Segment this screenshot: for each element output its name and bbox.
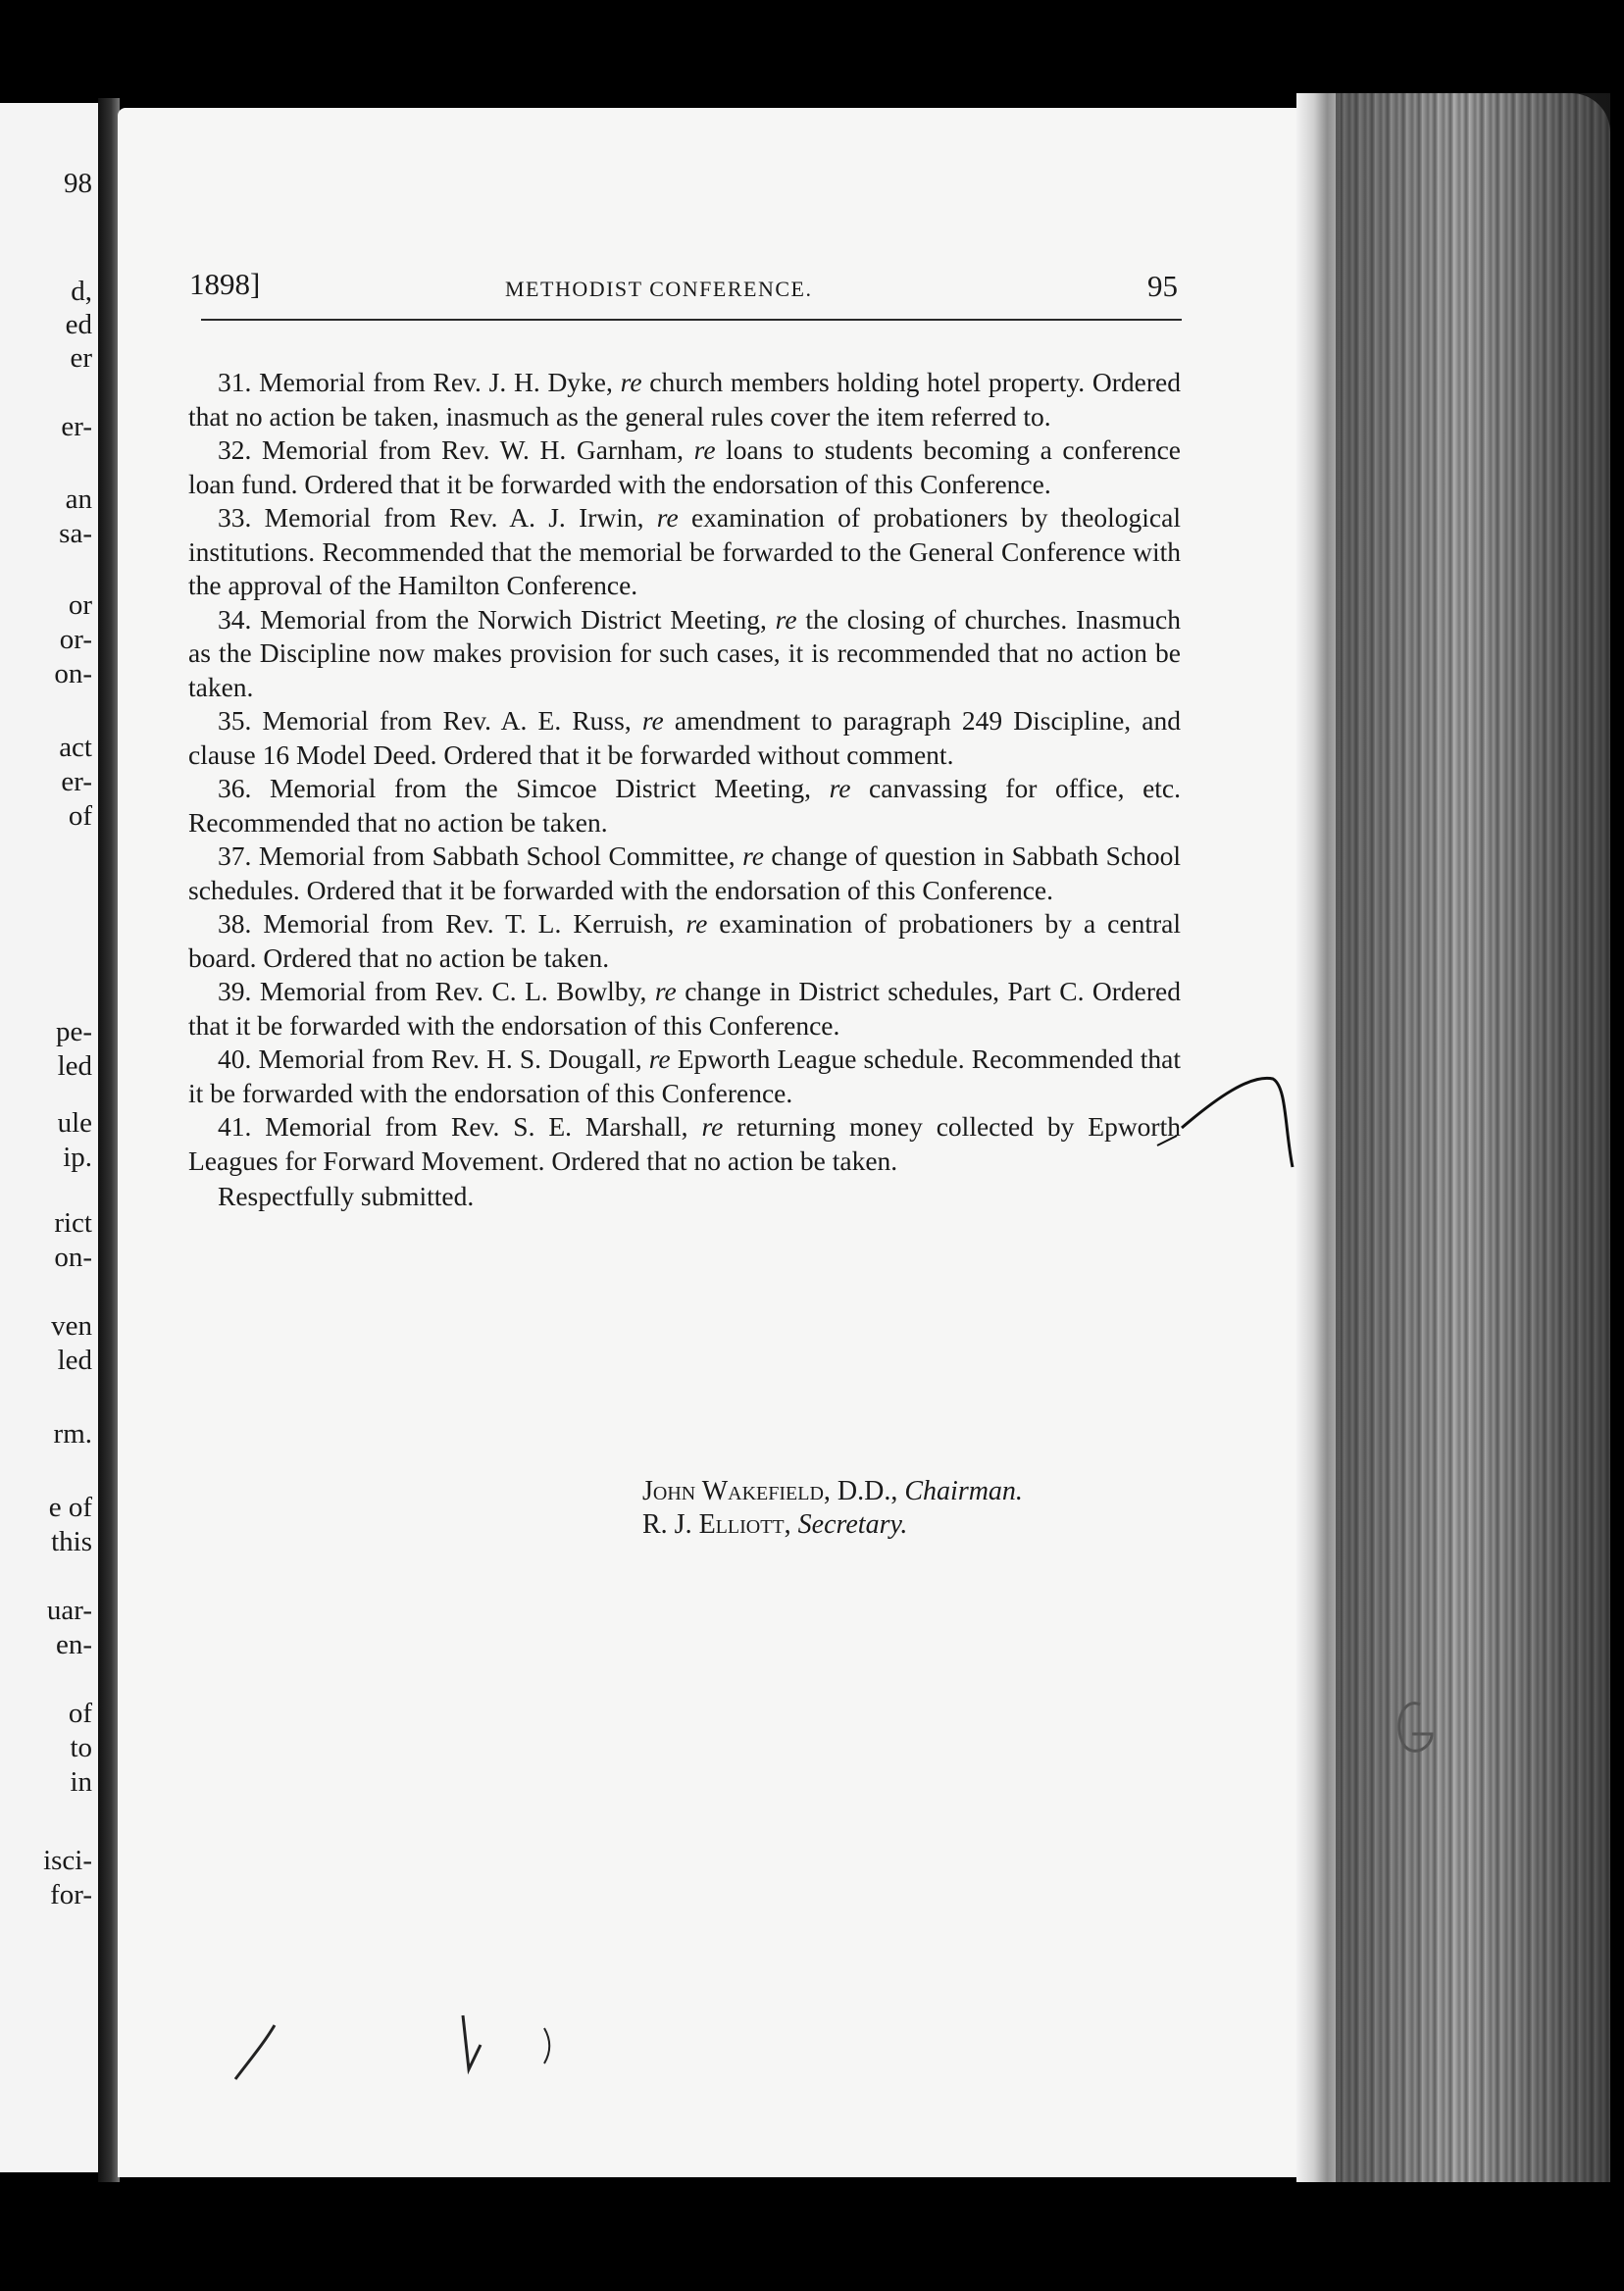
memorial-body: church members holding hotel property. Ordered that no action be taken, inasmuch as the general rules cover the item referred to. [188, 367, 1181, 432]
memorial-item [188, 1110, 1181, 1178]
memorial-re: re [620, 367, 642, 397]
memorial-item [188, 1043, 1181, 1110]
signatory-name: John Wakefield, D.D., [642, 1476, 905, 1506]
left-page-text-fragment: led [57, 1345, 92, 1376]
left-page-text-fragment: this [51, 1526, 92, 1557]
memorial-body: canvassing for office, etc. Recommended that no action be taken. [188, 773, 1181, 838]
header-rule [201, 319, 1182, 321]
memorial-re: re [829, 773, 851, 803]
memorial-re: re [654, 976, 677, 1006]
left-page-text-fragment: of [68, 800, 92, 832]
left-page-text-fragment: of [68, 1698, 92, 1729]
page-edge-front [1296, 93, 1341, 2182]
memorial-lead: 33. Memorial from Rev. A. J. Irwin, [218, 502, 657, 533]
memorial-re: re [641, 705, 664, 736]
memorial-lead: 35. Memorial from Rev. A. E. Russ, [218, 705, 642, 736]
left-page-text-fragment: isci- [43, 1845, 92, 1876]
memorial-item [188, 907, 1181, 975]
signature-block [642, 1475, 1023, 1542]
memorial-body: Epworth League schedule. Recommended that it be forwarded with the endorsation of this Conference. [188, 1044, 1182, 1108]
left-page-text-fragment: ule [57, 1107, 92, 1139]
memorial-re: re [742, 840, 764, 871]
memorial-re: re [693, 434, 716, 465]
signature-line [642, 1508, 1023, 1542]
memorial-item [188, 501, 1181, 603]
memorial-lead: 31. Memorial from Rev. J. H. Dyke, [218, 367, 621, 397]
signatory-role: Secretary. [797, 1509, 908, 1540]
running-header [189, 267, 1180, 318]
memorial-item [188, 433, 1181, 501]
memorial-item [188, 704, 1181, 772]
memorial-body: the closing of churches. Inasmuch as the Discipline now makes provision for such cases, it is recommended that no action be taken. [188, 603, 1181, 702]
memorial-item [188, 772, 1181, 840]
memorial-re: re [685, 908, 708, 939]
left-page-text-fragment: or- [59, 624, 92, 655]
left-page-text-fragment: ip. [63, 1142, 92, 1173]
memorial-re: re [701, 1111, 724, 1142]
memorial-body: returning money collected by Epworth Leagues for Forward Movement. Ordered that no action be taken. [188, 1111, 1181, 1176]
memorial-re: re [775, 603, 797, 635]
memorial-lead: 38. Memorial from Rev. T. L. Kerruish, [218, 908, 686, 939]
left-page-text-fragment: led [57, 1050, 92, 1082]
signature-line [642, 1475, 1023, 1508]
left-page-text-fragment: act [59, 732, 92, 763]
page-edge-shade [1336, 93, 1610, 2182]
left-page-text-fragment: on- [54, 1242, 92, 1273]
left-page-text-fragment: on- [54, 658, 92, 689]
previous-page-edge [0, 103, 98, 2172]
memorial-body: amendment to paragraph 249 Discipline, and clause 16 Model Deed. Ordered that it be forwarded without comment. [188, 705, 1181, 770]
left-page-text-fragment: er- [61, 411, 92, 442]
closing-line: Respectfully submitted. [218, 1181, 475, 1211]
left-page-text-fragment: er- [61, 766, 92, 797]
memorial-item [188, 975, 1181, 1043]
memorial-lead: 37. Memorial from Sabbath School Committee, [218, 840, 743, 871]
left-page-text-fragment: er [70, 342, 92, 374]
left-page-text-fragment: an [65, 484, 92, 515]
memorial-lead: 32. Memorial from Rev. W. H. Garnham, [218, 434, 694, 465]
memorial-item [188, 840, 1181, 907]
left-page-text-fragment: d, [71, 276, 92, 307]
left-page-text-fragment: 98 [64, 168, 92, 199]
signatory-role: Chairman. [904, 1476, 1023, 1506]
page-number: 95 [1147, 269, 1178, 303]
left-page-text-fragment: or [68, 589, 92, 621]
header-title: METHODIST CONFERENCE. [505, 277, 813, 301]
left-page-text-fragment: in [70, 1766, 92, 1798]
memorial-lead: 34. Memorial from the Norwich District Meeting, [218, 603, 776, 635]
left-page-text-fragment: ed [65, 309, 92, 340]
left-page-text-fragment: pe- [55, 1016, 92, 1047]
memorial-re: re [656, 502, 679, 533]
memorial-body: change in District schedules, Part C. Ordered that it be forwarded with the endorsation of this Conference. [188, 976, 1182, 1041]
memorial-lead: 41. Memorial from Rev. S. E. Marshall, [218, 1111, 702, 1142]
memorial-body: loans to students becoming a conference loan fund. Ordered that it be forwarded with the endorsation of this Conference. [188, 434, 1181, 499]
left-page-text-fragment: rm. [53, 1418, 92, 1450]
left-page-text-fragment: for- [50, 1879, 92, 1910]
memorial-body: examination of probationers by a central board. Ordered that no action be taken. [188, 908, 1181, 973]
memorial-body: change of question in Sabbath School schedules. Ordered that it be forwarded with the endorsation of this Conference. [188, 840, 1182, 905]
book-page-edges [1296, 93, 1610, 2182]
memorial-item [188, 603, 1181, 705]
memorial-re: re [648, 1044, 671, 1074]
left-page-text-fragment: ven [51, 1310, 92, 1342]
book-gutter [98, 98, 120, 2182]
left-page-text-fragment: sa- [59, 518, 92, 549]
memorial-lead: 40. Memorial from Rev. H. S. Dougall, [218, 1044, 649, 1074]
left-page-text-fragment: uar- [46, 1595, 92, 1626]
left-page-text-fragment: to [70, 1732, 92, 1763]
left-page-text-fragment: en- [55, 1629, 92, 1660]
memorial-lead: 36. Memorial from the Simcoe District Meeting, [218, 773, 830, 803]
signatory-name: R. J. Elliott, [642, 1509, 798, 1540]
memorial-lead: 39. Memorial from Rev. C. L. Bowlby, [218, 976, 655, 1006]
memorial-item [188, 366, 1181, 433]
header-year: 1898] [189, 267, 261, 301]
left-page-text-fragment: e of [48, 1492, 92, 1523]
left-page-text-fragment: rict [54, 1207, 92, 1239]
memorials-list [188, 366, 1181, 1214]
memorial-body: examination of probationers by theological institutions. Recommended that the memorial be forwarded to the General Conference with the approval of the Hamilton Conference. [188, 502, 1181, 600]
